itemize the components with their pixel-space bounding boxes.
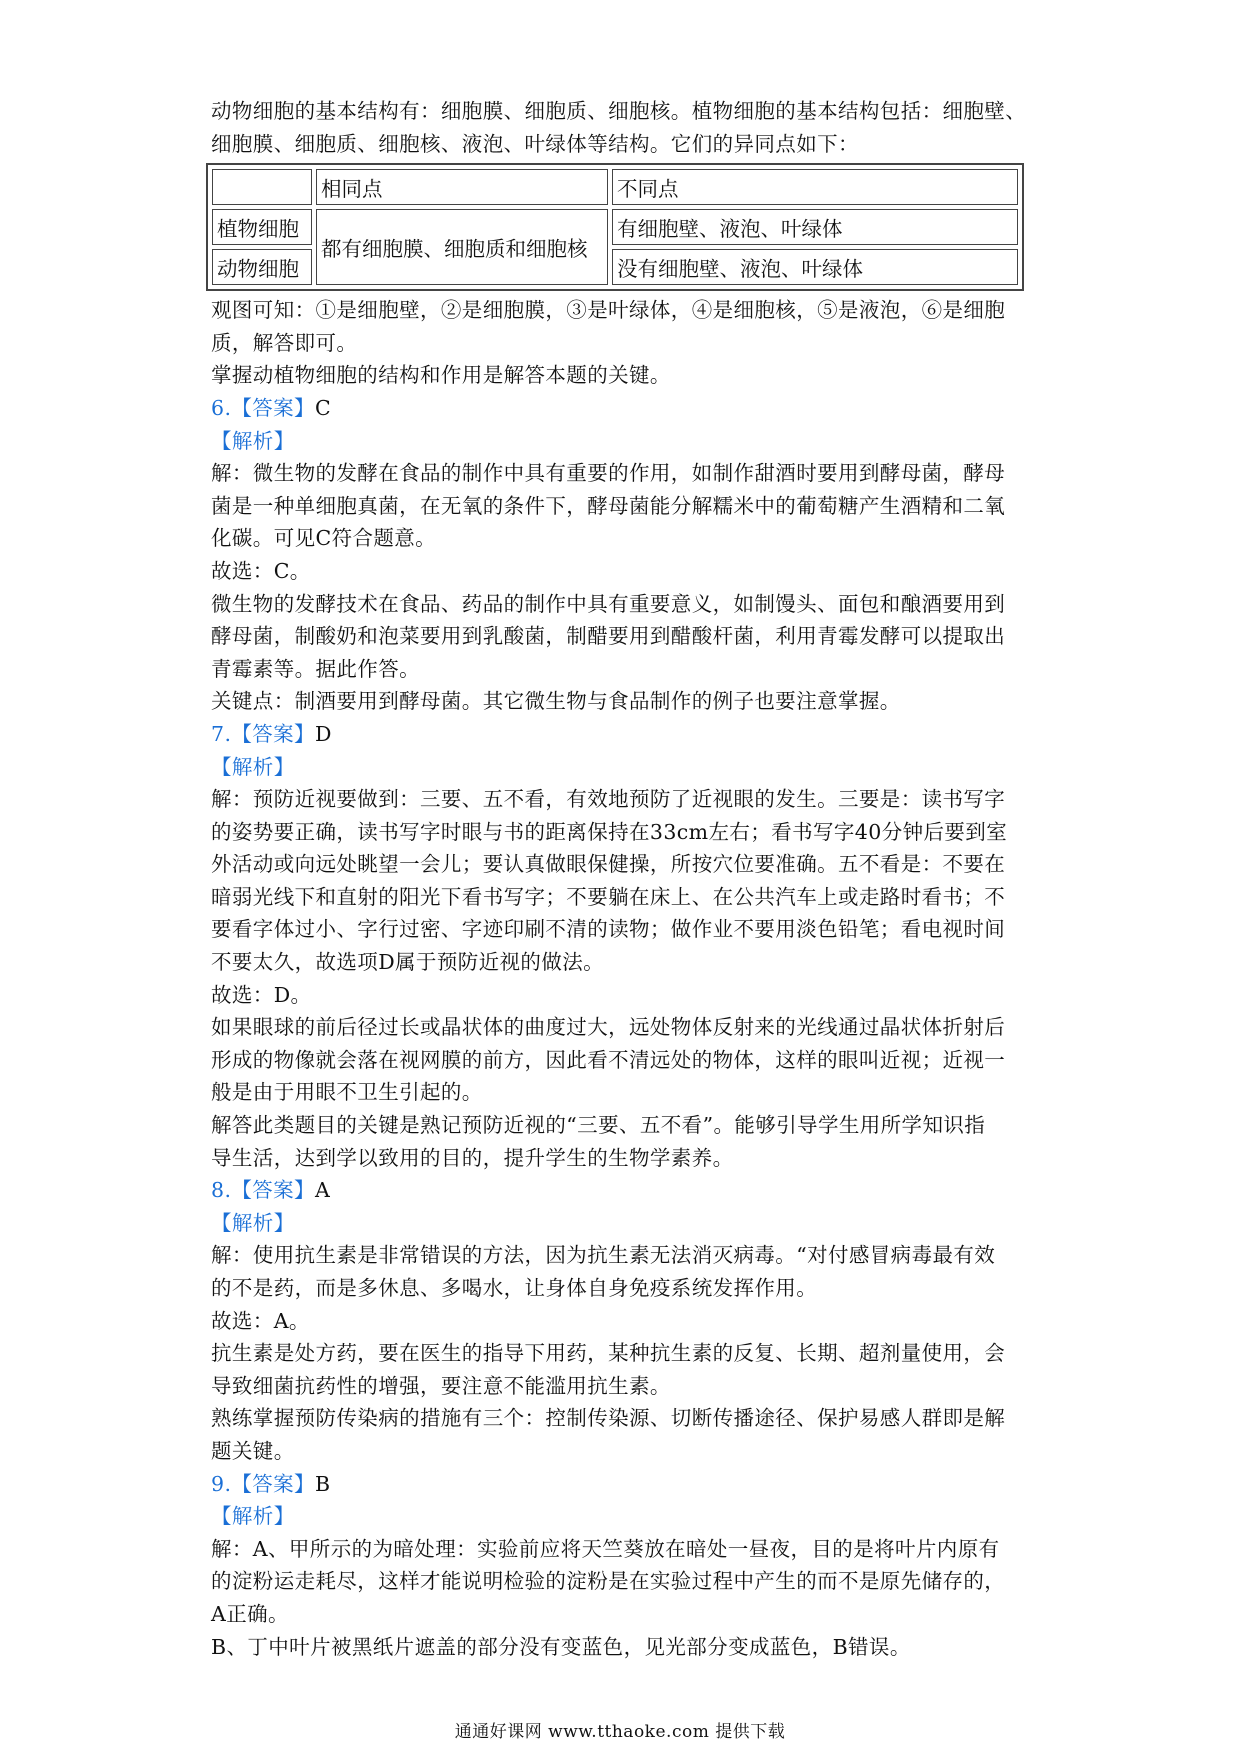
analysis-tag: 【解析】 [211, 428, 295, 453]
analysis-tag: 【解析】 [211, 1504, 295, 1529]
paragraph-line: 故选：D。 [211, 982, 312, 1007]
paragraph-line: 熟练掌握预防传染病的措施有三个：控制传染源、切断传播途径、保护易感人群即是解 [211, 1406, 1006, 1431]
paragraph-line: 导致细菌抗药性的增强，要注意不能滥用抗生素。 [211, 1373, 671, 1398]
paragraph-line: 关键点：制酒要用到酵母菌。其它微生物与食品制作的例子也要注意掌握。 [211, 689, 901, 714]
answer-tag: 【答案】 [231, 1178, 315, 1203]
paragraph-line: 化碳。可见C符合题意。 [211, 526, 437, 551]
answer-tag: 【答案】 [231, 395, 315, 420]
question-number: 8. [211, 1178, 232, 1203]
table-diff-cell: 有细胞壁、液泡、叶绿体 [612, 209, 1018, 245]
paragraph-line: A正确。 [211, 1601, 289, 1626]
table-same-cell: 都有细胞膜、细胞质和细胞核 [316, 209, 608, 285]
paragraph-line: 解：微生物的发酵在食品的制作中具有重要的作用，如制作甜酒时要用到酵母菌，酵母 [211, 461, 1006, 486]
table-diff-cell: 没有细胞壁、液泡、叶绿体 [612, 249, 1018, 285]
table-row-label: 动物细胞 [212, 249, 312, 285]
answer-value: A [314, 1178, 331, 1203]
table-header-cell [212, 169, 312, 205]
document-body [211, 95, 1046, 1663]
answer-line-q7 [211, 718, 1046, 751]
paragraph-line: 的不是药，而是多休息、多喝水，让身体自身免疫系统发挥作用。 [211, 1276, 818, 1300]
question-number: 9. [211, 1471, 232, 1496]
table-row-label: 植物细胞 [212, 209, 312, 245]
paragraph-line: 细胞膜、细胞质、细胞核、液泡、叶绿体等结构。它们的异同点如下： [211, 131, 859, 156]
paragraph-line: 酵母菌，制酸奶和泡菜要用到乳酸菌，制醋要用到醋酸杆菌，利用青霉发酵可以提取出 [211, 624, 1006, 649]
answer-line-q6 [211, 392, 1046, 425]
page-footer: 通通好课网 www.tthaoke.com 提供下载 [454, 1722, 786, 1742]
paragraph-line: 解：A、甲所示的为暗处理：实验前应将天竺葵放在暗处一昼夜，目的是将叶片内原有 [211, 1536, 1000, 1561]
paragraph-line: 故选：A。 [211, 1308, 310, 1333]
paragraph-line: 青霉素等。据此作答。 [211, 656, 420, 681]
paragraph-line: 如果眼球的前后径过长或晶状体的曲度过大，远处物体反射来的光线通过晶状体折射后 [211, 1015, 1006, 1040]
paragraph-line: 质，解答即可。 [211, 330, 358, 355]
table-header-row [212, 169, 1018, 205]
paragraph-line: 菌是一种单细胞真菌，在无氧的条件下，酵母菌能分解糯米中的葡萄糖产生酒精和二氧 [211, 493, 1006, 518]
paragraph-line: 导生活，达到学以致用的目的，提升学生的生物学素养。 [211, 1145, 734, 1170]
comparison-table [206, 163, 1024, 291]
paragraph-line: 抗生素是处方药，要在医生的指导下用药，某种抗生素的反复、长期、超剂量使用，会 [211, 1341, 1006, 1366]
paragraph-line: 解：使用抗生素是非常错误的方法，因为抗生素无法消灭病毒。“对付感冒病毒最有效 [211, 1243, 996, 1268]
paragraph-line: 解：预防近视要做到：三要、五不看，有效地预防了近视眼的发生。三要是：读书写字 [211, 787, 1006, 812]
question-number: 7. [211, 721, 232, 746]
paragraph-line: 故选：C。 [211, 558, 311, 583]
answer-line-q9 [211, 1468, 1046, 1501]
answer-tag: 【答案】 [231, 721, 315, 746]
paragraph-line: 形成的物像就会落在视网膜的前方，因此看不清远处的物体，这样的眼叫近视；近视一 [211, 1047, 1006, 1072]
answer-value: D [314, 721, 332, 746]
paragraph-line: 掌握动植物细胞的结构和作用是解答本题的关键。 [211, 363, 671, 388]
question-number: 6. [211, 395, 232, 420]
paragraph-line: 解答此类题目的关键是熟记预防近视的“三要、五不看”。能够引导学生用所学知识指 [211, 1113, 986, 1138]
paragraph-line: 观图可知：①是细胞壁，②是细胞膜，③是叶绿体，④是细胞核，⑤是液泡，⑥是细胞 [211, 298, 1006, 323]
answer-tag: 【答案】 [231, 1471, 315, 1496]
paragraph-line: 暗弱光线下和直射的阳光下看书写字；不要躺在床上、在公共汽车上或走路时看书；不 [211, 884, 1006, 909]
paragraph-line: 不要太久，故选项D属于预防近视的做法。 [211, 950, 605, 975]
paragraph-line: 动物细胞的基本结构有：细胞膜、细胞质、细胞核。植物细胞的基本结构包括：细胞壁、 [211, 99, 1027, 123]
table-row [212, 209, 1018, 245]
answer-line-q8 [211, 1174, 1046, 1207]
table-header-cell: 不同点 [612, 169, 1018, 205]
table-header-cell: 相同点 [316, 169, 608, 205]
paragraph-line: 微生物的发酵技术在食品、药品的制作中具有重要意义，如制馒头、面包和酿酒要用到 [211, 591, 1006, 616]
answer-value: C [314, 395, 332, 420]
paragraph-line: B、丁中叶片被黑纸片遮盖的部分没有变蓝色，见光部分变成蓝色，B错误。 [211, 1634, 911, 1659]
paragraph-line: 题关键。 [211, 1438, 295, 1463]
paragraph-line: 的淀粉运走耗尽，这样才能说明检验的淀粉是在实验过程中产生的而不是原先储存的， [211, 1569, 1006, 1594]
answer-value: B [314, 1471, 331, 1496]
paragraph-line: 外活动或向远处眺望一会儿；要认真做眼保健操，所按穴位要准确。五不看是：不要在 [211, 852, 1006, 877]
analysis-tag: 【解析】 [211, 1210, 295, 1235]
analysis-tag: 【解析】 [211, 754, 295, 779]
paragraph-line: 的姿势要正确，读书写字时眼与书的距离保持在33cm左右；看书写字40分钟后要到室 [211, 819, 1008, 844]
paragraph-line: 要看字体过小、字行过密、字迹印刷不清的读物；做作业不要用淡色铅笔；看电视时间 [211, 917, 1006, 942]
paragraph-line: 般是由于用眼不卫生引起的。 [211, 1080, 483, 1105]
